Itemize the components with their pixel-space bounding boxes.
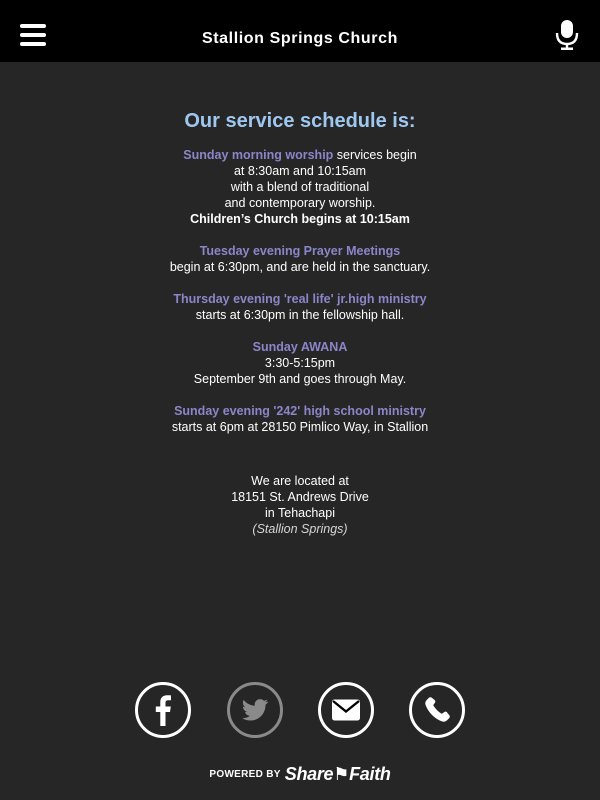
schedule-heading: Our service schedule is: bbox=[184, 110, 416, 132]
sunday-morning-desc-1: with a blend of traditional bbox=[230, 180, 370, 194]
footer bbox=[0, 764, 600, 792]
tuesday-title: Tuesday evening Prayer Meetings bbox=[199, 244, 401, 258]
menu-line bbox=[20, 42, 46, 46]
phone-icon-graphic bbox=[412, 685, 462, 735]
awana-season: September 9th and goes through May. bbox=[193, 372, 407, 386]
app-title: Stallion Springs Church bbox=[201, 30, 399, 47]
microphone-icon-graphic bbox=[553, 20, 581, 50]
main-content bbox=[0, 62, 600, 537]
twitter-icon[interactable] bbox=[227, 682, 283, 738]
location-intro: We are located at bbox=[251, 474, 349, 488]
sunday-morning-times: at 8:30am and 10:15am bbox=[233, 164, 367, 178]
email-icon[interactable] bbox=[318, 682, 374, 738]
sunday-evening-title: Sunday evening '242' high school ministry bbox=[174, 404, 426, 418]
twitter-icon-graphic bbox=[230, 685, 280, 735]
location-address: 18151 St. Andrews Drive bbox=[231, 490, 369, 504]
awana-block bbox=[0, 339, 600, 387]
location-block bbox=[0, 473, 600, 537]
sunday-morning-text: services begin bbox=[333, 148, 417, 162]
thursday-text: starts at 6:30pm in the fellowship hall. bbox=[195, 308, 405, 322]
microphone-icon[interactable] bbox=[553, 20, 581, 50]
tuesday-block bbox=[0, 243, 600, 275]
sunday-evening-block bbox=[0, 403, 600, 435]
sunday-morning-desc-2: and contemporary worship. bbox=[224, 196, 376, 210]
sunday-morning-line-1 bbox=[0, 147, 600, 163]
menu-line bbox=[20, 24, 46, 28]
powered-by-label: POWERED BY bbox=[209, 769, 281, 780]
thursday-block bbox=[0, 291, 600, 323]
top-bar bbox=[0, 0, 600, 62]
tuesday-text: begin at 6:30pm, and are held in the sanctuary. bbox=[169, 260, 431, 274]
hamburger-menu-icon[interactable] bbox=[20, 24, 46, 46]
location-city: in Tehachapi bbox=[265, 506, 335, 520]
awana-time: 3:30-5:15pm bbox=[264, 356, 336, 370]
location-area: (Stallion Springs) bbox=[252, 522, 348, 536]
facebook-icon-graphic bbox=[138, 685, 188, 735]
social-links bbox=[0, 682, 600, 740]
sharefaith-logo[interactable]: Share⚑Faith bbox=[284, 764, 391, 784]
menu-line bbox=[20, 33, 46, 37]
facebook-icon[interactable] bbox=[135, 682, 191, 738]
sunday-evening-text: starts at 6pm at 28150 Pimlico Way, in Stallion bbox=[171, 420, 429, 434]
awana-title: Sunday AWANA bbox=[252, 340, 348, 354]
sunday-morning-block bbox=[0, 147, 600, 227]
sunday-morning-title: Sunday morning worship bbox=[183, 148, 334, 162]
phone-icon[interactable] bbox=[409, 682, 465, 738]
childrens-church-line: Children’s Church begins at 10:15am bbox=[190, 212, 410, 226]
email-icon-graphic bbox=[321, 685, 371, 735]
thursday-title: Thursday evening 'real life' jr.high ministry bbox=[173, 292, 427, 306]
